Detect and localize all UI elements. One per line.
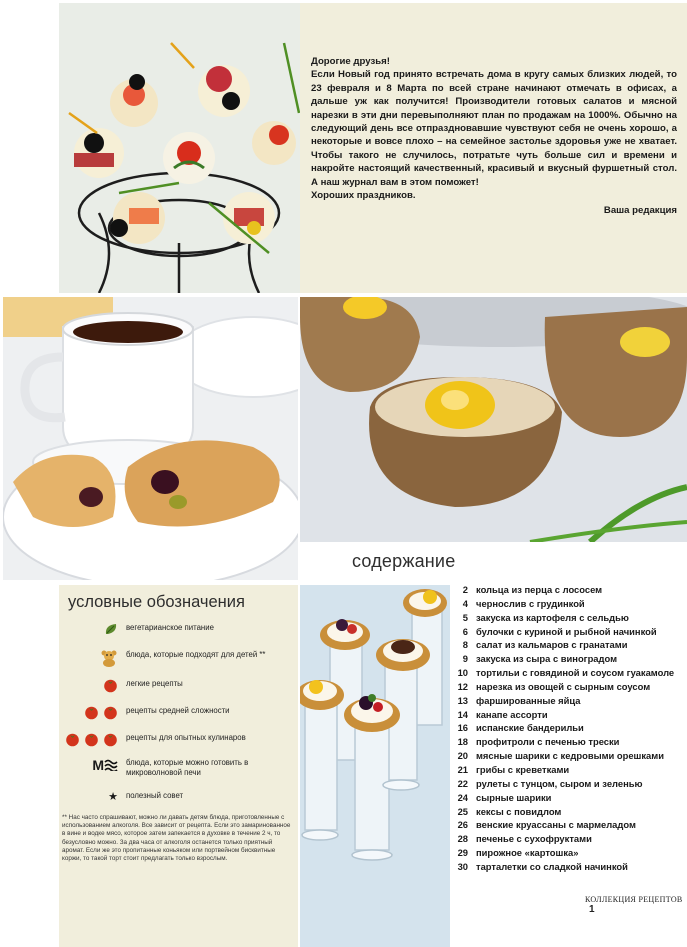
intro-text (311, 55, 677, 202)
contents-item (452, 721, 682, 735)
contents-page-number: 5 (462, 611, 468, 623)
contents-page-number: 16 (457, 722, 468, 734)
tomato-icon (84, 732, 99, 752)
contents-recipe-title: тарталетки со сладкой начинкой (476, 860, 628, 872)
contents-item (452, 791, 682, 805)
contents-recipe-title: кольца из перца с лососем (476, 584, 603, 595)
contents-page-number: 28 (457, 833, 468, 845)
canapes-photo (59, 3, 300, 293)
contents-recipe-title: чернослив с грудинкой (476, 597, 585, 609)
legend-row-advanced (59, 730, 298, 750)
contents-item (452, 583, 682, 597)
legend-panel (59, 585, 298, 947)
contents-recipe-title: испанские бандерильи (476, 722, 584, 734)
contents-recipe-title: грибы с креветками (476, 763, 570, 775)
intro-signature: Ваша редакция (603, 205, 677, 216)
contents-title: содержание (352, 551, 456, 571)
leaf-icon (104, 622, 118, 641)
contents-recipe-title: салат из кальмаров с гранатами (476, 639, 628, 651)
legend-row-tip (59, 788, 298, 808)
contents-page-number: 24 (457, 791, 468, 803)
contents-page-number: 14 (457, 708, 468, 720)
contents-recipe-title: венские круассаны с мармеладом (476, 819, 636, 831)
contents-page-number: 18 (457, 736, 468, 748)
contents-item (452, 818, 682, 832)
contents-page-number: 10 (457, 667, 468, 679)
tartlets-photo (300, 585, 450, 947)
legend-row-kids (59, 647, 298, 667)
contents-item (452, 749, 682, 763)
magazine-title: КОЛЛЕКЦИЯ РЕЦЕПТОВ (585, 895, 683, 904)
contents-page-number: 20 (457, 750, 468, 762)
contents-recipe-title: профитроли с печенью трески (476, 736, 620, 748)
page-number: 1 (589, 904, 595, 915)
microwave-letter: М (92, 757, 104, 773)
contents-recipe-title: тортильи с говядиной и соусом гуакамоле (476, 667, 675, 679)
teddy-bear-icon (100, 649, 118, 672)
intro-closing: Хороших праздников. (311, 190, 416, 202)
contents-recipe-title: сырные шарики (476, 791, 552, 803)
contents-recipe-title: закуска из картофеля с сельдью (476, 611, 629, 623)
contents-recipe-title: булочки с куриной и рыбной начинкой (476, 625, 657, 637)
contents-recipe-title: закуска из сыра с виноградом (476, 653, 618, 665)
croissant-tea-photo (3, 297, 298, 580)
contents-page-number: 6 (462, 625, 468, 637)
contents-item (452, 666, 682, 680)
contents-item (452, 708, 682, 722)
contents-item (452, 735, 682, 749)
contents-item (452, 694, 682, 708)
contents-item (452, 680, 682, 694)
contents-item (452, 846, 682, 860)
legend-row-medium (59, 703, 298, 723)
contents-item (452, 625, 682, 639)
tomato-icon (65, 732, 80, 752)
legend-row-vegetarian (59, 620, 298, 640)
legend-label: рецепты средней сложности (126, 706, 230, 715)
contents-page-number: 25 (457, 805, 468, 817)
contents-item (452, 638, 682, 652)
legend-label: блюда, которые можно готовить в микроволновой печи (126, 758, 249, 777)
legend-label: вегетарианское питание (126, 623, 214, 632)
contents-item (452, 763, 682, 777)
editorial-intro (300, 3, 687, 293)
tomato-icon (84, 705, 99, 725)
tomato-icon (103, 678, 118, 698)
contents-page-number: 9 (462, 653, 468, 665)
contents-recipe-title: канапе ассорти (476, 708, 548, 720)
legend-label: полезный совет (126, 791, 184, 800)
contents-item (452, 805, 682, 819)
contents-recipe-title: пирожное «картошка» (476, 847, 579, 859)
legend-label: блюда, которые подходят для детей ** (126, 650, 266, 659)
contents-page-number: 12 (457, 680, 468, 692)
legend-footnote: ** Нас часто спрашивают, можно ли давать детям блюда, приготовленные с использованием алкоголя. Все зависит от рецепта. Если это замаринованное в вине и водке мясо, которое затем запекается в духовке в течение 2 ч, то безусловно можно. За два часа от алкоголя останется только приятный аромат. Если же это пропитанные коньяком или портвейном бисквитные коржи, то такой торт стоит предлагать только взрослым. (62, 814, 291, 863)
contents-page-number: 13 (457, 694, 468, 706)
contents-page-number: 30 (457, 860, 468, 872)
contents-item (452, 832, 682, 846)
legend-row-easy (59, 676, 298, 696)
contents-item (452, 652, 682, 666)
contents-page-number: 26 (457, 819, 468, 831)
contents-item (452, 611, 682, 625)
contents-item (452, 860, 682, 874)
legend-title: условные обозначения (68, 593, 245, 611)
contents-recipe-title: кексы с повидлом (476, 805, 562, 817)
contents-page-number: 22 (457, 777, 468, 789)
tomato-icon (103, 732, 118, 752)
microwave-icon (92, 757, 118, 773)
footer (585, 895, 687, 915)
intro-body: Если Новый год принято встречать дома в кругу самых близких людей, то 23 февраля и 8 Марта по всей стране начинают отмечать в офисах, а дальше уж как получится! Производители готовых салатов и мясной нарезки в эти дни перевыполняют план по продажам на 1000%. Обычно на следующий день все отпраздновавшие чувствуют себя не очень хорошо, а некоторые и вовсе плохо – на семейное застолье здоровья уже не хватает. Чтобы такого не случилось, потратьте чуть больше сил и времени и накройте настоящий качественный, красивый и вкусный фуршетный стол. А наш журнал вам в этом поможет! (311, 69, 677, 188)
contents-page-number: 21 (457, 763, 468, 775)
contents-recipe-title: печенье с сухофруктами (476, 833, 592, 845)
star-icon: ★ (108, 791, 118, 803)
contents-page-number: 8 (462, 639, 468, 651)
contents-page-number: 2 (462, 584, 468, 595)
contents-list (452, 583, 682, 874)
contents-recipe-title: нарезка из овощей с сырным соусом (476, 680, 651, 692)
legend-row-microwave (59, 755, 298, 781)
legend-label: легкие рецепты (126, 679, 183, 688)
legend-label: рецепты для опытных кулинаров (126, 733, 246, 742)
contents-recipe-title: фаршированные яйца (476, 694, 581, 706)
contents-item (452, 777, 682, 791)
contents-recipe-title: рулеты с тунцом, сыром и зеленью (476, 777, 643, 789)
intro-greeting: Дорогие друзья! (311, 56, 390, 67)
contents-page-number: 4 (462, 597, 468, 609)
contents-page-number: 29 (457, 847, 468, 859)
tomato-icon (103, 705, 118, 725)
contents-recipe-title: мясные шарики с кедровыми орешками (476, 750, 664, 762)
contents-item (452, 597, 682, 611)
stuffed-mushrooms-photo (300, 297, 687, 542)
